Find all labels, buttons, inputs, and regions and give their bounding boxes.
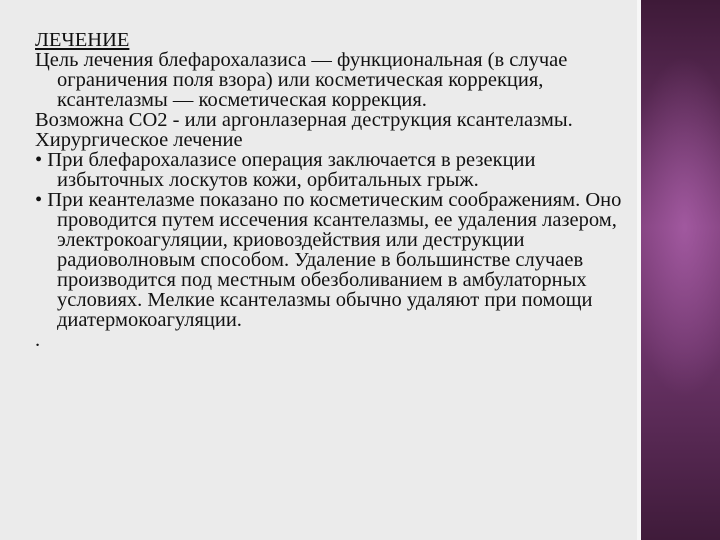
paragraph-treatment-goal: Цель лечения блефарохалазиса — функциональная (в случае ограничения поля взора) или косметическая коррекция, ксантелазмы — косметическая коррекция.: [35, 49, 568, 111]
bullet-blepharochalasis: • При блефарохалазисе операция заключается в резекции избыточных лоскутов кожи, орбитальных грыж.: [35, 149, 536, 191]
paragraph-surgical-heading: Хирургическое лечение: [35, 129, 243, 151]
bullet-xanthelasma: • При кеантелазме показано по косметическим соображениям. Оно проводится путем иссечения ксантелазмы, ее удаления лазером, электрокоагуляции, криовоздействия или деструкции радиоволновым способом. Удаление в большинстве случаев производится под местным обезболиванием в амбулаторных условиях. Мелкие ксантелазмы обычно удаляют при помощи диатермокоагуляции.: [35, 189, 622, 331]
slide-content: [35, 30, 635, 350]
slide-heading: ЛЕЧЕНИЕ: [35, 29, 130, 51]
paragraph-laser-option: Возможна CO2 - или аргонлазерная деструкция ксантелазмы.: [35, 109, 573, 131]
decorative-side-band: [641, 0, 720, 540]
trailing-dot: .: [35, 329, 41, 351]
